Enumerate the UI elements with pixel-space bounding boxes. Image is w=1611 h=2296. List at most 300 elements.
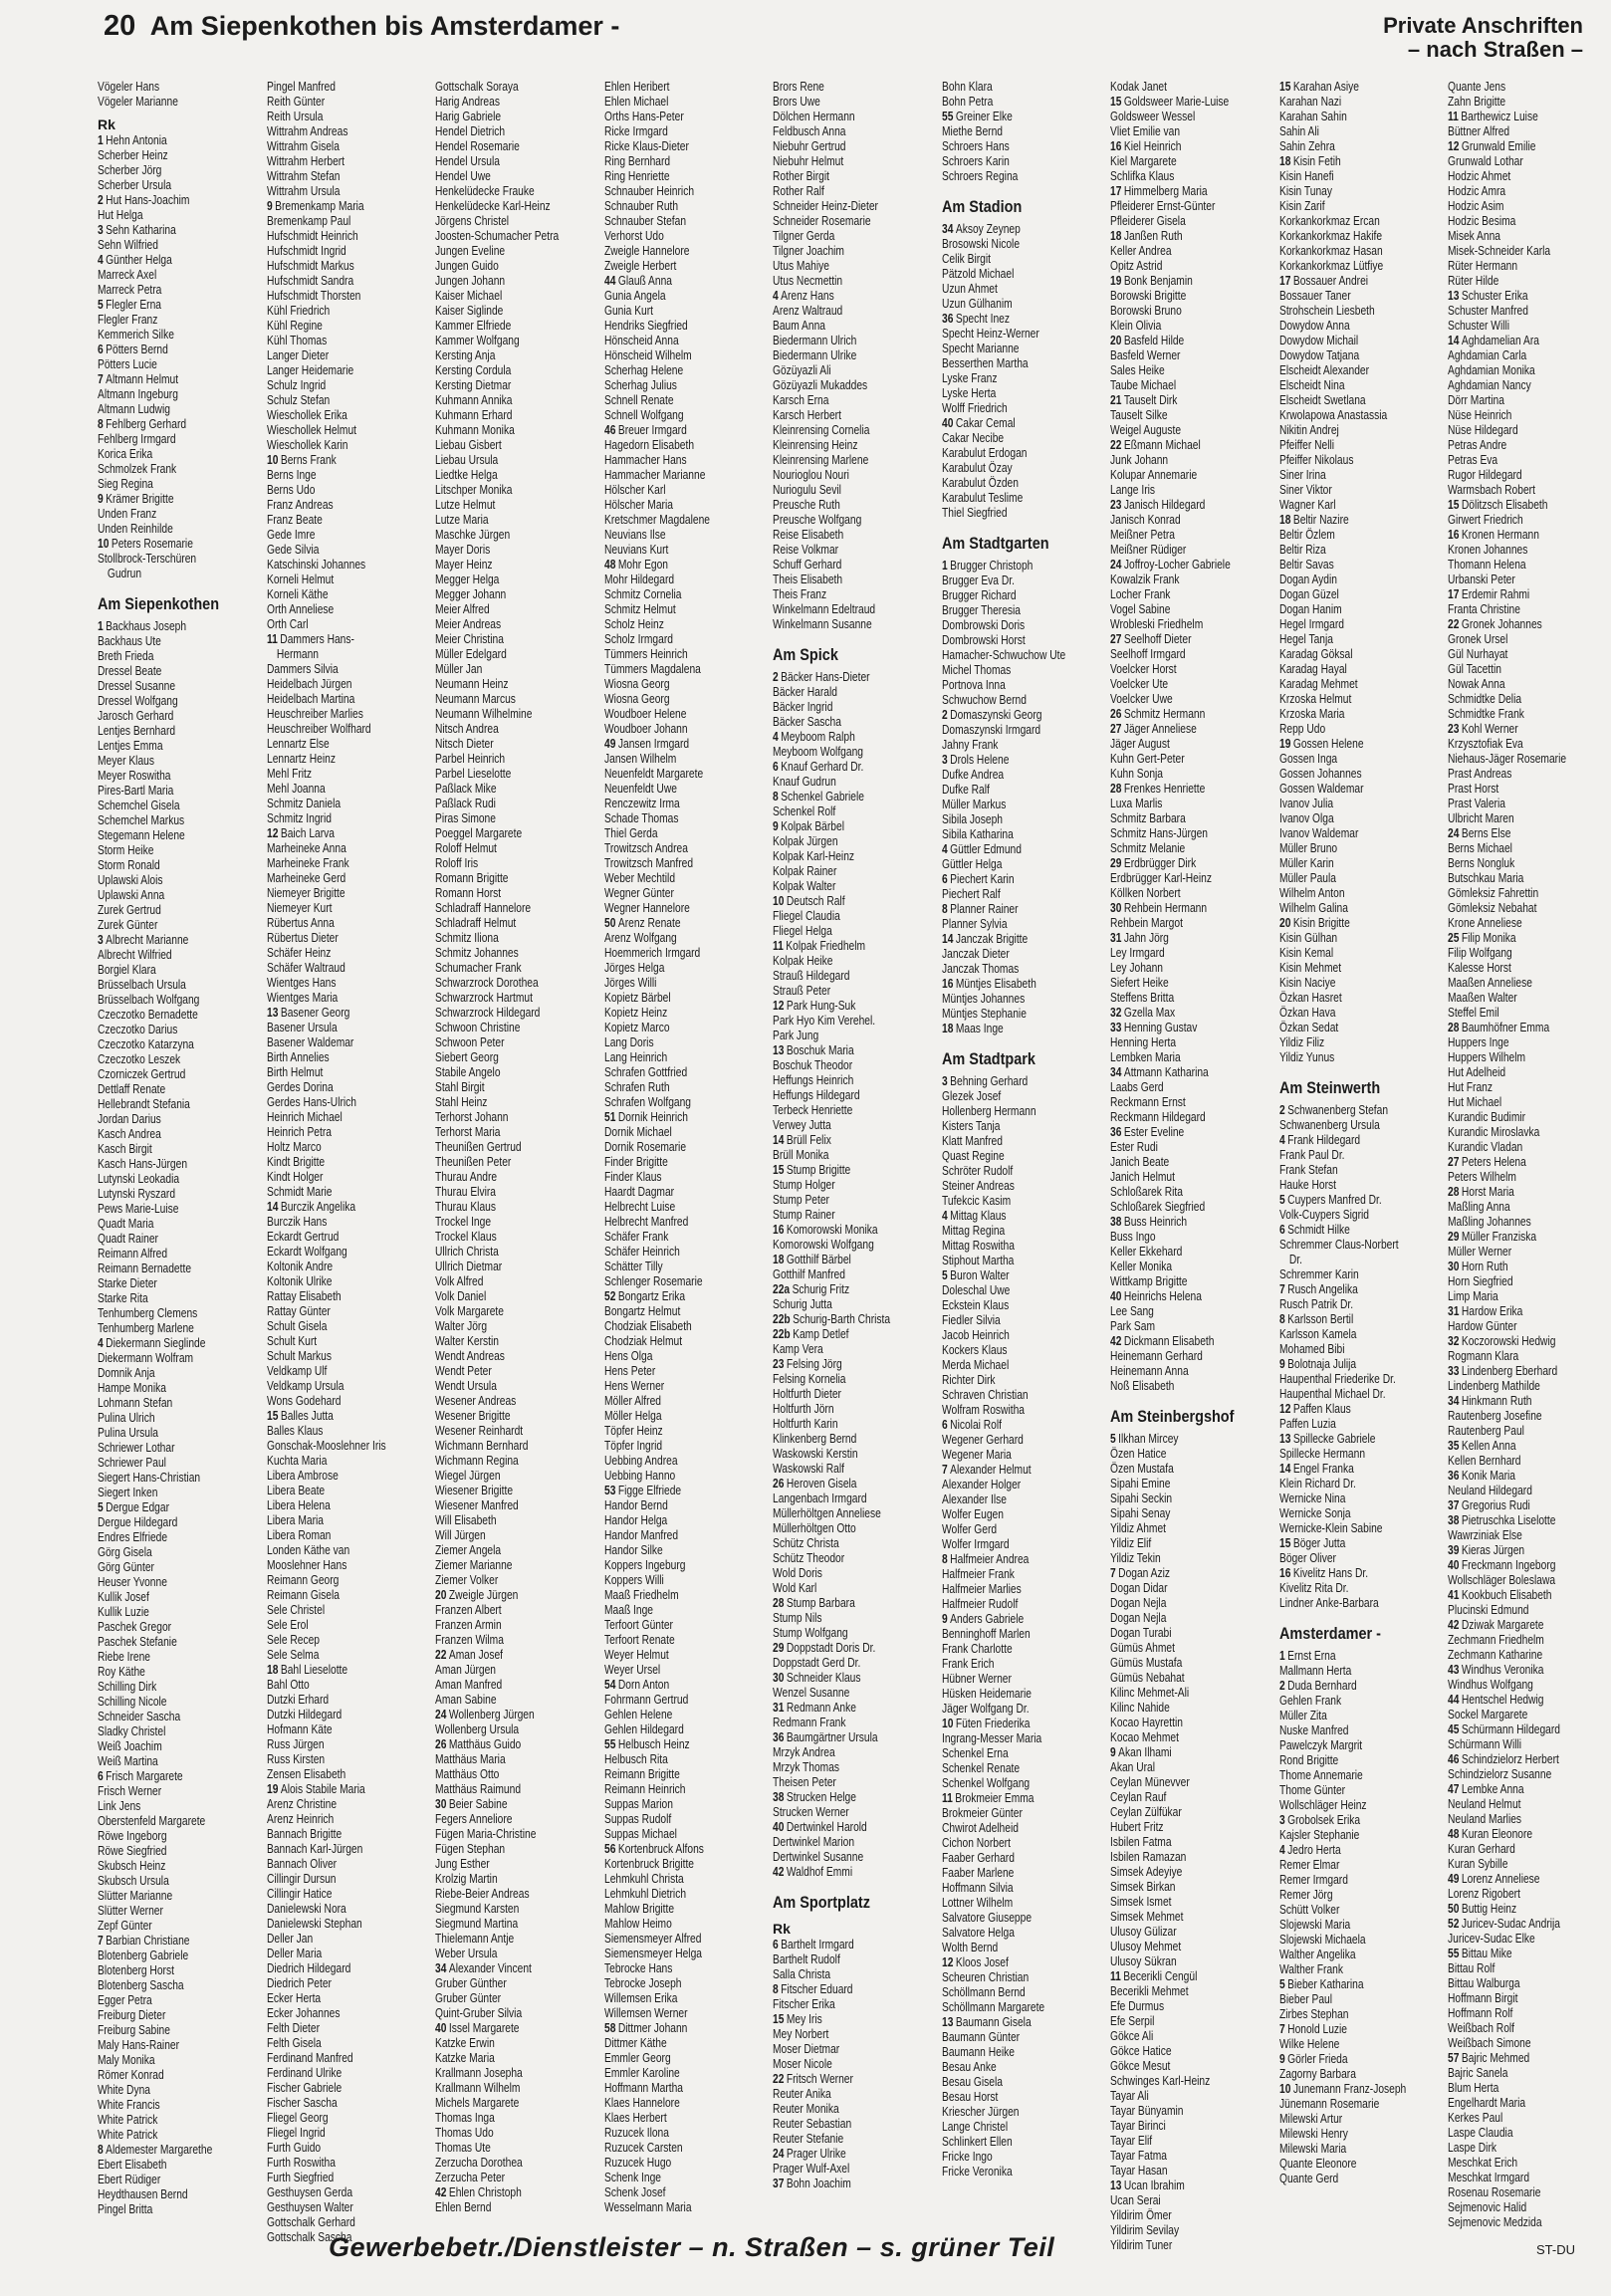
resident-entry xyxy=(1448,573,1611,587)
resident-name: Maaßen Walter xyxy=(1448,991,1517,1005)
resident-entry xyxy=(267,1065,430,1080)
resident-name: Cuypers Manfred Dr. xyxy=(1286,1193,1382,1207)
house-number: 19 xyxy=(1278,737,1290,751)
house-number: 50 xyxy=(603,916,615,930)
resident-entry xyxy=(942,416,1105,431)
resident-entry xyxy=(267,2051,430,2066)
resident-name: Özen Mustafa xyxy=(1110,1462,1174,1476)
resident-name: Thomas Udo xyxy=(435,2126,494,2140)
resident-name: Fügen Stephan xyxy=(435,1842,506,1856)
resident-entry xyxy=(98,1620,261,1635)
resident-name: Elscheidt Alexander xyxy=(1278,363,1369,377)
resident-entry xyxy=(1279,1035,1443,1050)
resident-name: Orth Carl xyxy=(266,617,309,631)
resident-entry xyxy=(98,1351,261,1366)
resident-entry xyxy=(98,1500,261,1515)
resident-name: Tauselt Silke xyxy=(1110,408,1168,422)
resident-entry xyxy=(267,752,430,767)
resident-entry xyxy=(604,1678,768,1693)
resident-entry xyxy=(435,1394,598,1409)
resident-entry xyxy=(604,1603,768,1618)
resident-entry xyxy=(604,1573,768,1588)
resident-name: Weißbach Rolf xyxy=(1448,2021,1515,2035)
resident-entry xyxy=(435,1827,598,1842)
resident-entry xyxy=(1110,1850,1273,1865)
footer-note: Gewerbebetr./Dienstleister – n. Straßen – s. grüner Teil xyxy=(329,2232,1055,2262)
resident-name: Frank Charlotte xyxy=(941,1642,1013,1656)
resident-entry xyxy=(1110,632,1273,647)
resident-entry xyxy=(1110,1999,1273,2014)
resident-name: Volk Margarete xyxy=(435,1304,504,1318)
resident-name: Kisin Mehmet xyxy=(1278,961,1341,975)
resident-name: Kopietz Heinz xyxy=(603,1006,667,1020)
resident-name: Borowski Bruno xyxy=(1110,304,1182,318)
resident-name: Reckmann Ernst xyxy=(1110,1095,1186,1109)
resident-entry xyxy=(1110,677,1273,692)
resident-name: Trockel Inge xyxy=(435,1215,492,1229)
resident-name: Wons Godehard xyxy=(266,1394,341,1408)
resident-name: Dogan Nejla xyxy=(1110,1596,1167,1610)
resident-entry xyxy=(604,528,768,543)
resident-name: Koltonik Ulrike xyxy=(266,1274,333,1288)
resident-entry xyxy=(604,2185,768,2200)
resident-name: Deller Maria xyxy=(266,1947,322,1960)
resident-entry xyxy=(1110,871,1273,886)
resident-name: Neuenfeldt Margarete xyxy=(603,767,703,781)
resident-name: Duda Bernhard xyxy=(1286,1679,1357,1693)
resident-name: Liebau Gisbert xyxy=(435,438,502,452)
resident-entry xyxy=(98,1635,261,1650)
resident-name: Walther Frank xyxy=(1278,1962,1343,1976)
resident-entry xyxy=(1110,1790,1273,1805)
resident-name: Helbusch Heinz xyxy=(617,1737,690,1751)
resident-name: Barbian Christiane xyxy=(106,1934,190,1948)
resident-name: Yildirim Sevilay xyxy=(1110,2223,1180,2237)
resident-name: Brüsselbach Ursula xyxy=(98,978,186,992)
house-number: 7 xyxy=(941,1463,948,1477)
resident-entry xyxy=(1110,1686,1273,1701)
resident-entry xyxy=(98,1306,261,1321)
resident-entry xyxy=(604,1304,768,1319)
resident-name: Terfoort Günter xyxy=(603,1618,673,1632)
resident-entry xyxy=(267,289,430,304)
resident-name: Schenkel Gabriele xyxy=(781,790,864,804)
resident-entry xyxy=(604,2096,768,2111)
resident-entry xyxy=(267,1693,430,1708)
resident-entry xyxy=(773,1058,936,1073)
resident-name: Henkelüdecke Frauke xyxy=(435,184,535,198)
resident-name: Jörgens Christel xyxy=(435,214,510,228)
resident-name: Marheineke Gerd xyxy=(266,871,345,885)
resident-name: Russ Kirsten xyxy=(266,1752,325,1766)
house-number: 18 xyxy=(1110,229,1122,243)
resident-entry xyxy=(942,1896,1105,1911)
resident-name: Tebrocke Hans xyxy=(603,1961,672,1975)
resident-name: Hufschmidt Markus xyxy=(266,259,354,273)
resident-entry xyxy=(435,558,598,573)
resident-entry xyxy=(1110,931,1273,946)
resident-entry xyxy=(435,1469,598,1484)
resident-name: Theunißen Gertrud xyxy=(435,1140,522,1154)
resident-entry xyxy=(604,886,768,901)
resident-entry xyxy=(942,962,1105,977)
resident-entry xyxy=(1448,1782,1611,1797)
resident-name: Berns Michael xyxy=(1448,841,1512,855)
resident-name: Halfmeier Frank xyxy=(941,1567,1015,1581)
resident-entry xyxy=(267,1454,430,1469)
resident-name: Hendel Rosemarie xyxy=(435,139,520,153)
resident-entry xyxy=(942,1239,1105,1254)
resident-name: Mey Norbert xyxy=(773,2027,829,2041)
resident-name: Wegener Maria xyxy=(941,1448,1012,1462)
resident-entry xyxy=(1279,1753,1443,1768)
resident-entry xyxy=(773,468,936,483)
resident-entry xyxy=(773,1730,936,1745)
resident-entry xyxy=(98,298,261,313)
resident-name: Haardt Dagmar xyxy=(603,1185,674,1199)
resident-name: Kisin Brigitte xyxy=(1292,916,1350,930)
resident-name: Winkelmann Edeltraud xyxy=(773,602,876,616)
resident-entry xyxy=(98,724,261,739)
house-number: 3 xyxy=(98,223,104,237)
resident-entry xyxy=(1279,782,1443,797)
resident-name: Wawrziniak Else xyxy=(1448,1528,1522,1542)
resident-name: Wagner Karl xyxy=(1278,498,1336,512)
resident-name: Dombrowski Horst xyxy=(941,633,1026,647)
house-number: 52 xyxy=(1448,1917,1460,1931)
resident-name: Ivanov Julia xyxy=(1278,797,1333,810)
resident-name: Flegler Erna xyxy=(106,298,161,312)
house-number: 27 xyxy=(1448,1155,1460,1169)
resident-name: Ricke Klaus-Dieter xyxy=(603,139,689,153)
resident-entry xyxy=(98,649,261,664)
resident-entry xyxy=(604,259,768,274)
resident-name: Scherber Heinz xyxy=(98,148,168,162)
resident-entry xyxy=(1448,826,1611,841)
house-number: 9 xyxy=(773,819,779,833)
resident-name: Gede Imre xyxy=(266,528,315,542)
resident-entry xyxy=(267,692,430,707)
resident-name: Hens Olga xyxy=(603,1349,652,1363)
resident-name: Janczak Thomas xyxy=(941,962,1019,976)
resident-name: Quante Gerd xyxy=(1278,2172,1338,2185)
resident-entry xyxy=(1110,1245,1273,1260)
resident-entry xyxy=(98,1874,261,1889)
resident-name: Gökce Mesut xyxy=(1110,2059,1171,2073)
resident-entry xyxy=(435,1528,598,1543)
resident-entry xyxy=(942,842,1105,857)
resident-entry xyxy=(98,634,261,649)
resident-name: Wesener Brigitte xyxy=(435,1409,511,1423)
resident-entry xyxy=(1448,1932,1611,1947)
resident-name: Stump Nils xyxy=(773,1611,822,1625)
resident-entry xyxy=(98,1605,261,1620)
resident-entry xyxy=(1448,2081,1611,2096)
resident-entry xyxy=(1110,1432,1273,1447)
resident-name: Dertwinkel Harold xyxy=(786,1820,867,1834)
resident-entry xyxy=(1110,826,1273,841)
resident-entry xyxy=(604,692,768,707)
resident-name: Nuriogulu Sevil xyxy=(773,483,841,497)
resident-entry xyxy=(435,214,598,229)
resident-name: Megger Johann xyxy=(435,587,507,601)
resident-name: Schenkel Wolfgang xyxy=(941,1776,1030,1790)
resident-name: Jäger August xyxy=(1110,737,1170,751)
resident-name: Wesener Andreas xyxy=(435,1394,517,1408)
resident-entry xyxy=(267,617,430,632)
resident-entry xyxy=(942,1851,1105,1866)
resident-name: Neuvians Kurt xyxy=(603,543,668,557)
resident-name: Uzun Ahmet xyxy=(941,282,998,296)
resident-entry xyxy=(1448,991,1611,1006)
resident-entry xyxy=(773,1223,936,1238)
resident-name: Schilling Nicole xyxy=(98,1695,167,1709)
resident-entry xyxy=(98,828,261,843)
resident-name: Franzen Armin xyxy=(435,1618,502,1632)
resident-entry xyxy=(1279,737,1443,752)
resident-entry xyxy=(942,1343,1105,1358)
resident-name: Emmler Georg xyxy=(603,2051,671,2065)
house-number: 12 xyxy=(773,999,785,1013)
resident-entry xyxy=(604,782,768,797)
resident-entry xyxy=(1110,767,1273,782)
resident-name: Schwuchow Bernd xyxy=(941,693,1027,707)
resident-name: Karahan Asiye xyxy=(1292,80,1359,94)
resident-entry xyxy=(98,537,261,552)
resident-name: Dressel Wolfgang xyxy=(98,694,178,708)
house-number: 49 xyxy=(603,737,615,751)
resident-name: Reimann Bernadette xyxy=(98,1262,192,1275)
resident-entry xyxy=(773,423,936,438)
resident-entry xyxy=(1279,498,1443,513)
resident-entry xyxy=(1110,2179,1273,2193)
resident-entry xyxy=(773,1447,936,1462)
resident-entry xyxy=(435,662,598,677)
resident-entry xyxy=(773,184,936,199)
resident-entry xyxy=(604,1439,768,1454)
resident-entry xyxy=(98,447,261,462)
resident-entry xyxy=(604,916,768,931)
resident-entry xyxy=(267,1708,430,1722)
resident-entry xyxy=(267,1379,430,1394)
resident-name: Aman Manfred xyxy=(435,1678,503,1692)
resident-entry xyxy=(1448,1110,1611,1125)
resident-name: Specht Marianne xyxy=(941,342,1020,355)
resident-entry xyxy=(267,1648,430,1663)
house-number: 30 xyxy=(773,1671,785,1685)
resident-name: Czeczotko Leszek xyxy=(98,1052,181,1066)
resident-name: Wilhelm Galina xyxy=(1278,901,1348,915)
resident-entry xyxy=(1110,1035,1273,1050)
resident-entry xyxy=(942,506,1105,521)
resident-name: Finder Brigitte xyxy=(603,1155,668,1169)
resident-entry xyxy=(1279,1267,1443,1282)
resident-entry xyxy=(98,1396,261,1411)
house-number: 6 xyxy=(98,343,104,356)
resident-entry xyxy=(98,1859,261,1874)
resident-name: Sele Erol xyxy=(266,1618,309,1632)
resident-name: Starke Rita xyxy=(98,1291,148,1305)
resident-entry xyxy=(435,1245,598,1260)
resident-entry xyxy=(942,124,1105,139)
resident-entry xyxy=(1448,2111,1611,2126)
resident-name: Schwanenberg Stefan xyxy=(1286,1103,1388,1117)
resident-name: Krwolapowa Anastassia xyxy=(1278,408,1387,422)
resident-entry xyxy=(773,289,936,304)
resident-entry xyxy=(773,274,936,289)
resident-entry xyxy=(1279,1962,1443,1977)
resident-name: Hoemmerich Irmgard xyxy=(603,946,700,960)
resident-entry xyxy=(773,363,936,378)
resident-entry xyxy=(1279,1178,1443,1193)
resident-name: Kaiser Michael xyxy=(435,289,503,303)
resident-name: Stabile Angelo xyxy=(435,1065,501,1079)
resident-name: Hammacher Marianne xyxy=(603,468,705,482)
resident-name: Piras Simone xyxy=(435,811,496,825)
resident-name: Zirbes Stephan xyxy=(1278,2007,1349,2021)
resident-name: Korica Erika xyxy=(98,447,153,461)
resident-name: Thiel Siegfried xyxy=(941,506,1008,520)
house-number: 25 xyxy=(1448,931,1460,945)
resident-name: Siemensmeyer Helga xyxy=(603,1947,702,1960)
resident-name: Siefert Heike xyxy=(1110,976,1169,990)
resident-entry xyxy=(1110,483,1273,498)
resident-name: Krzoska Maria xyxy=(1278,707,1345,721)
resident-name: Fischer Sascha xyxy=(266,2096,338,2110)
resident-entry xyxy=(1279,2022,1443,2037)
resident-name: Stump Rainer xyxy=(773,1208,835,1222)
resident-entry xyxy=(773,2132,936,2147)
resident-entry xyxy=(773,1865,936,1880)
resident-entry xyxy=(604,1917,768,1932)
resident-entry xyxy=(1448,1454,1611,1469)
house-number: 34 xyxy=(435,1961,447,1975)
resident-name: Chwirot Adelheid xyxy=(941,1821,1019,1835)
resident-name: Franzen Albert xyxy=(435,1603,502,1617)
resident-entry xyxy=(1110,946,1273,961)
resident-entry xyxy=(1279,1933,1443,1948)
resident-entry xyxy=(604,1050,768,1065)
resident-entry xyxy=(98,873,261,888)
resident-entry xyxy=(1110,1080,1273,1095)
resident-name: Maschke Jürgen xyxy=(435,528,511,542)
resident-entry xyxy=(1279,423,1443,438)
resident-entry xyxy=(435,2111,598,2126)
resident-name: Klein Richard Dr. xyxy=(1278,1477,1356,1491)
resident-entry xyxy=(942,723,1105,738)
resident-name: Pätzold Michael xyxy=(941,267,1014,281)
resident-name: Marreck Axel xyxy=(98,268,157,282)
resident-name: Elscheidt Swetlana xyxy=(1278,393,1366,407)
resident-entry xyxy=(773,1551,936,1566)
house-number: 13 xyxy=(1110,2179,1122,2192)
resident-entry xyxy=(773,1342,936,1357)
resident-name: Erdbrügger Karl-Heinz xyxy=(1110,871,1212,885)
resident-name: Starke Dieter xyxy=(98,1276,157,1290)
resident-entry xyxy=(1448,319,1611,334)
resident-name: Baumhöfner Emma xyxy=(1461,1021,1550,1034)
resident-name: Özkan Hava xyxy=(1278,1006,1335,1020)
resident-name: Girwert Friedrich xyxy=(1448,513,1523,527)
resident-name: Klaes Hannelore xyxy=(603,2096,680,2110)
resident-entry xyxy=(942,1089,1105,1104)
resident-entry xyxy=(942,297,1105,312)
resident-entry xyxy=(1448,1035,1611,1050)
resident-entry xyxy=(1110,602,1273,617)
resident-name: Jörges Helga xyxy=(603,961,664,975)
house-number: 27 xyxy=(1110,722,1122,736)
resident-entry xyxy=(435,826,598,841)
resident-name: Bannach Brigitte xyxy=(266,1827,342,1841)
resident-entry xyxy=(1110,1596,1273,1611)
resident-name: Volk Alfred xyxy=(435,1274,484,1288)
resident-name: Libera Helena xyxy=(266,1498,331,1512)
resident-entry xyxy=(1110,811,1273,826)
resident-entry xyxy=(604,348,768,363)
resident-entry xyxy=(1279,1679,1443,1694)
resident-name: Franz Beate xyxy=(266,513,323,527)
resident-name: Nowak Anna xyxy=(1448,677,1505,691)
resident-name: Link Jens xyxy=(98,1799,141,1813)
resident-entry xyxy=(1279,363,1443,378)
resident-entry xyxy=(435,976,598,991)
resident-entry xyxy=(267,782,430,797)
resident-name: Pietruschka Liselotte xyxy=(1461,1513,1556,1527)
resident-name: Hoffmann Rolf xyxy=(1448,2006,1513,2020)
resident-entry xyxy=(435,1289,598,1304)
resident-entry xyxy=(1279,513,1443,528)
resident-entry xyxy=(1279,1447,1443,1462)
resident-name: Kopietz Bärbel xyxy=(603,991,671,1005)
resident-name: Görg Gisela xyxy=(98,1545,152,1559)
resident-entry xyxy=(267,901,430,916)
resident-name: Mittag Klaus xyxy=(949,1209,1007,1223)
resident-entry xyxy=(604,1558,768,1573)
resident-entry xyxy=(604,811,768,826)
resident-name: Schuster Manfred xyxy=(1448,304,1528,318)
resident-name: Kieras Jürgen xyxy=(1461,1543,1525,1557)
resident-name: Steiner Andreas xyxy=(941,1179,1015,1193)
resident-name: Thomas Ute xyxy=(435,2141,491,2155)
house-number: 8 xyxy=(1278,1312,1285,1326)
resident-name: Megger Helga xyxy=(435,573,500,586)
resident-name: Jungen Eveline xyxy=(435,244,506,258)
resident-entry xyxy=(1448,1080,1611,1095)
resident-name: Arenz Wolfgang xyxy=(603,931,677,945)
resident-entry xyxy=(1448,1767,1611,1782)
resident-name: Lennartz Else xyxy=(266,737,330,751)
resident-entry xyxy=(1448,1648,1611,1663)
resident-entry xyxy=(1110,587,1273,602)
resident-name: Hufschmidt Thorsten xyxy=(266,289,360,303)
resident-name: Henkelüdecke Karl-Heinz xyxy=(435,199,551,213)
resident-name: Sehn Wilfried xyxy=(98,238,158,252)
resident-entry xyxy=(267,767,430,782)
resident-name: Wollenberg Ursula xyxy=(435,1722,520,1736)
house-number: 31 xyxy=(773,1701,785,1715)
resident-name: Schroers Regina xyxy=(941,169,1018,183)
resident-name: Bäcker Hans-Dieter xyxy=(781,670,870,684)
resident-name: Kleinrensing Cornelia xyxy=(773,423,870,437)
resident-entry xyxy=(267,543,430,558)
resident-name: Kocao Hayrettin xyxy=(1110,1716,1183,1729)
resident-name: Nüse Heinrich xyxy=(1448,408,1512,422)
resident-name: Rusch Patrik Dr. xyxy=(1278,1297,1353,1311)
resident-name: Tilgner Gerda xyxy=(773,229,835,243)
resident-name: Peters Wilhelm xyxy=(1448,1170,1516,1184)
resident-name: Kisters Tanja xyxy=(941,1119,1001,1133)
resident-entry xyxy=(1279,707,1443,722)
